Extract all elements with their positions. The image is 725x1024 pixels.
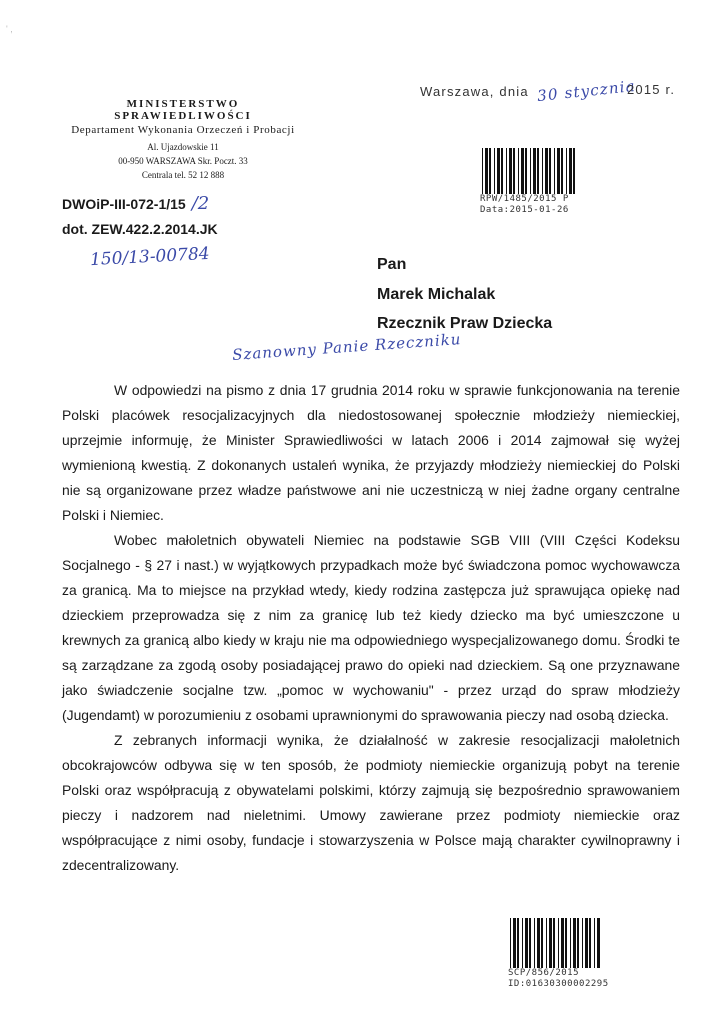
body-paragraph-3: Z zebranych informacji wynika, że działalność w zakresie resocjalizacji małoletnich obcokrajowców odbywa się w ten sposób, że podmioty niemieckie organizują pobyt na terenie Polski oraz współpracują z obywatelami polskimi, którzy zajmują się bezpośrednio sprawowaniem pieczy i nadzorem nad nieletnimi. Umowy zawierane przez podmioty niemieckie oraz współpracujące z nimi osoby, fundacje i stowarzyszenia w Polsce mają charakter cywilnoprawny i zdecentralizowany. <box>62 732 680 873</box>
ministry-title: MINISTERSTWO SPRAWIEDLIWOŚCI <box>114 98 252 122</box>
barcode-top-line1: RPW/1485/2015 P <box>480 194 569 204</box>
reference-number-text: DWOiP-III-072-1/15 <box>62 196 186 212</box>
reference-dot: dot. ZEW.422.2.2014.JK <box>62 221 218 237</box>
barcode-bottom-icon <box>508 918 604 968</box>
sender-phone: Centrala tel. 52 12 888 <box>141 170 225 180</box>
reference-number <box>62 193 209 214</box>
sender-letterhead <box>58 98 308 182</box>
barcode-bottom-line2: ID:01630300002295 <box>508 979 609 989</box>
recipient-name: Marek Michalak <box>377 286 496 303</box>
handwritten-reference-suffix: /2 <box>191 193 210 214</box>
barcode-stamp-top <box>480 148 580 216</box>
body-paragraph-2: Wobec małoletnich obywateli Niemiec na podstawie SGB VIII (VIII Części Kodeksu Socjalnego - § 27 i nast.) w wyjątkowych przypadkach może być świadczona pomoc wychowawcza za granicą. Ma to miejsce na przykład wtedy, kiedy rodzina zastępcza już sprawująca opiekę nad dzieckiem przeprowadza się z nim za granicę lub też kiedy dziecko ma być umieszczone u krewnych za granicą albo kiedy w kraju nie ma odpowiedniego wyspecjalizowanego domu. Środki te są zarządzane za zgodą osoby posiadającej prawo do opieki nad dzieckiem. Są one przyznawane jako świadczenie socjalne tzw. „pomoc w wychowaniu" - przez urząd do spraw młodzieży (Jugendamt) w porozumieniu z osobami uprawnionymi do sprawowania pieczy nad osobą dziecka. <box>62 532 680 723</box>
body-paragraph-1: W odpowiedzi na pismo z dnia 17 grudnia 2014 roku w sprawie funkcjonowania na terenie Polski placówek resocjalizacyjnych dla niedostosowanej społecznie młodzieży niemieckiej, uprzejmie informuję, że Minister Sprawiedliwości w latach 2006 i 2014 zajmował się wyżej wymienioną kwestią. Z dokonanych ustaleń wynika, że przyjazdy młodzieży niemieckiej do Polski nie są organizowane przez władze państwowe ani nie uczestniczą w niej żadne organy centralne Polski i Niemiec. <box>62 382 680 523</box>
barcode-bottom-line1: SCP/856/2015 <box>508 968 580 978</box>
sender-street: Al. Ujazdowskie 11 <box>147 142 219 152</box>
recipient-salutation: Pan <box>377 256 407 273</box>
sender-address <box>58 140 308 182</box>
date-year: 2015 r. <box>627 82 676 97</box>
barcode-stamp-bottom <box>508 918 609 990</box>
letter-body <box>62 378 680 878</box>
date-prefix: Warszawa, dnia <box>420 84 529 99</box>
sender-city: 00-950 WARSZAWA Skr. Poczt. 33 <box>118 156 248 166</box>
barcode-top-icon <box>480 148 580 194</box>
handwritten-greeting: Szanowny Panie Rzeczniku <box>231 330 462 364</box>
recipient-title: Rzecznik Praw Dziecka <box>377 315 553 332</box>
barcode-top-line2: Data:2015-01-26 <box>480 205 569 215</box>
handwritten-case-number: 150/13-00784 <box>89 243 211 271</box>
scan-margin-marks: ' , <box>6 24 13 34</box>
date-line <box>420 76 644 106</box>
department-name: Departament Wykonania Orzeczeń i Probacji <box>71 124 295 136</box>
handwritten-date: 30 stycznia <box>536 76 637 106</box>
